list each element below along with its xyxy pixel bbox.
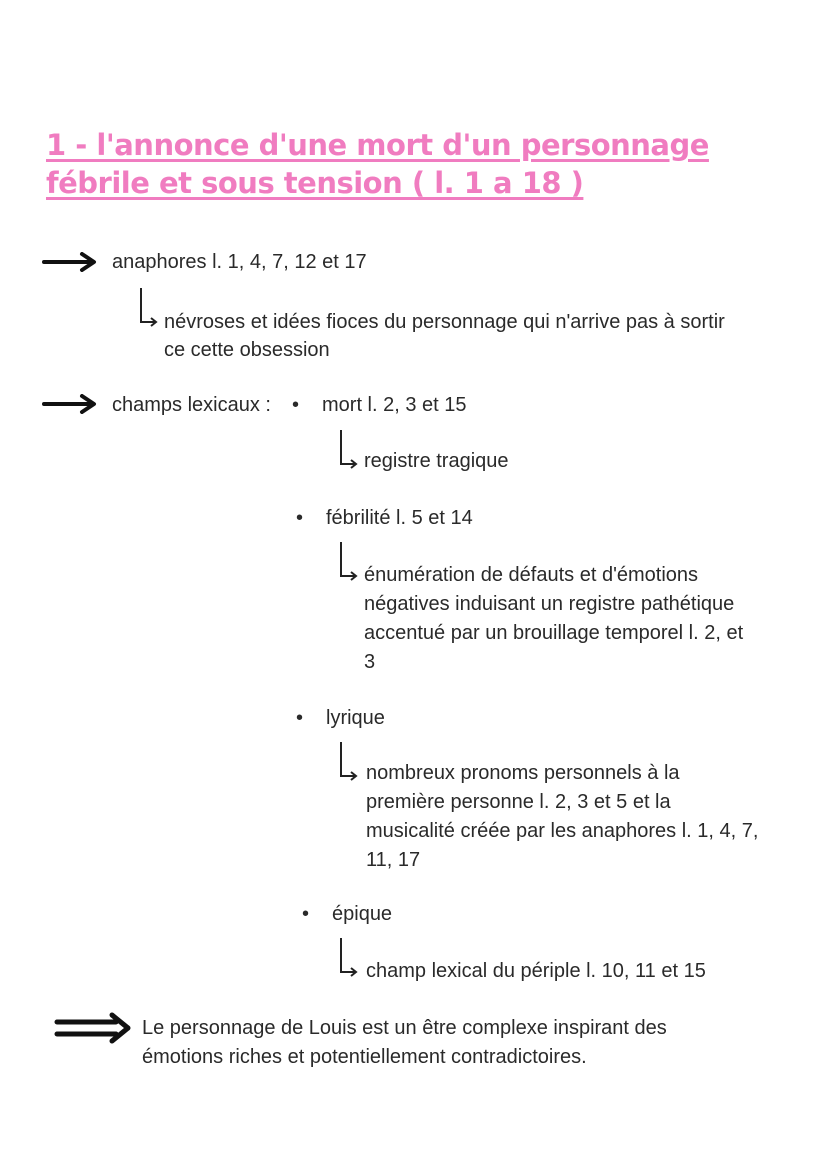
item-febrilite-detail-1: énumération de défauts et d'émotions: [364, 564, 699, 586]
item-epique-label: épique: [332, 903, 393, 925]
champs-lexicaux-label: champs lexicaux :: [112, 394, 271, 416]
item-epique-detail: champ lexical du périple l. 10, 11 et 15: [366, 960, 706, 982]
item-febrilite-detail-2: négatives induisant un registre pathétique: [364, 593, 735, 615]
item-febrilite-label: fébrilité l. 5 et 14: [326, 507, 473, 529]
item-mort-detail: registre tragique: [364, 450, 509, 472]
conclusion-line-2: émotions riches et potentiellement contradictoires.: [142, 1046, 587, 1068]
anaphores-detail-1: névroses et idées fioces du personnage qui n'arrive pas à sortir: [164, 311, 725, 333]
conclusion-line-1: Le personnage de Louis est un être complexe inspirant des: [142, 1017, 667, 1039]
hook-arrow-icon: [338, 740, 360, 784]
double-arrow-icon: [54, 1012, 134, 1044]
bullet-icon: •: [296, 707, 304, 729]
bullet-icon: •: [302, 903, 310, 925]
title-line-1: 1 - l'annonce d'une mort d'un personnage: [46, 128, 709, 162]
item-mort-label: mort l. 2, 3 et 15: [322, 394, 467, 416]
arrow-right-icon: [42, 394, 98, 414]
item-lyrique-detail-4: 11, 17: [366, 849, 421, 871]
section-title: [46, 126, 746, 202]
title-line-2: fébrile et sous tension ( l. 1 a 18 ): [46, 166, 584, 200]
item-lyrique-detail-2: première personne l. 2, 3 et 5 et la: [366, 791, 671, 813]
bullet-icon: •: [292, 394, 300, 416]
item-lyrique-detail-3: musicalité créée par les anaphores l. 1, 4, 7,: [366, 820, 759, 842]
item-lyrique-label: lyrique: [326, 707, 385, 729]
hook-arrow-icon: [338, 936, 360, 980]
hook-arrow-icon: [338, 540, 360, 584]
item-febrilite-detail-3: accentué par un brouillage temporel l. 2, et: [364, 622, 744, 644]
bullet-icon: •: [296, 507, 304, 529]
arrow-right-icon: [42, 252, 98, 272]
anaphores-label: anaphores l. 1, 4, 7, 12 et 17: [112, 251, 367, 273]
item-febrilite-detail-4: 3: [364, 651, 376, 673]
hook-arrow-icon: [338, 428, 360, 472]
hook-arrow-icon: [138, 286, 160, 330]
item-lyrique-detail-1: nombreux pronoms personnels à la: [366, 762, 680, 784]
anaphores-detail-2: ce cette obsession: [164, 339, 330, 361]
